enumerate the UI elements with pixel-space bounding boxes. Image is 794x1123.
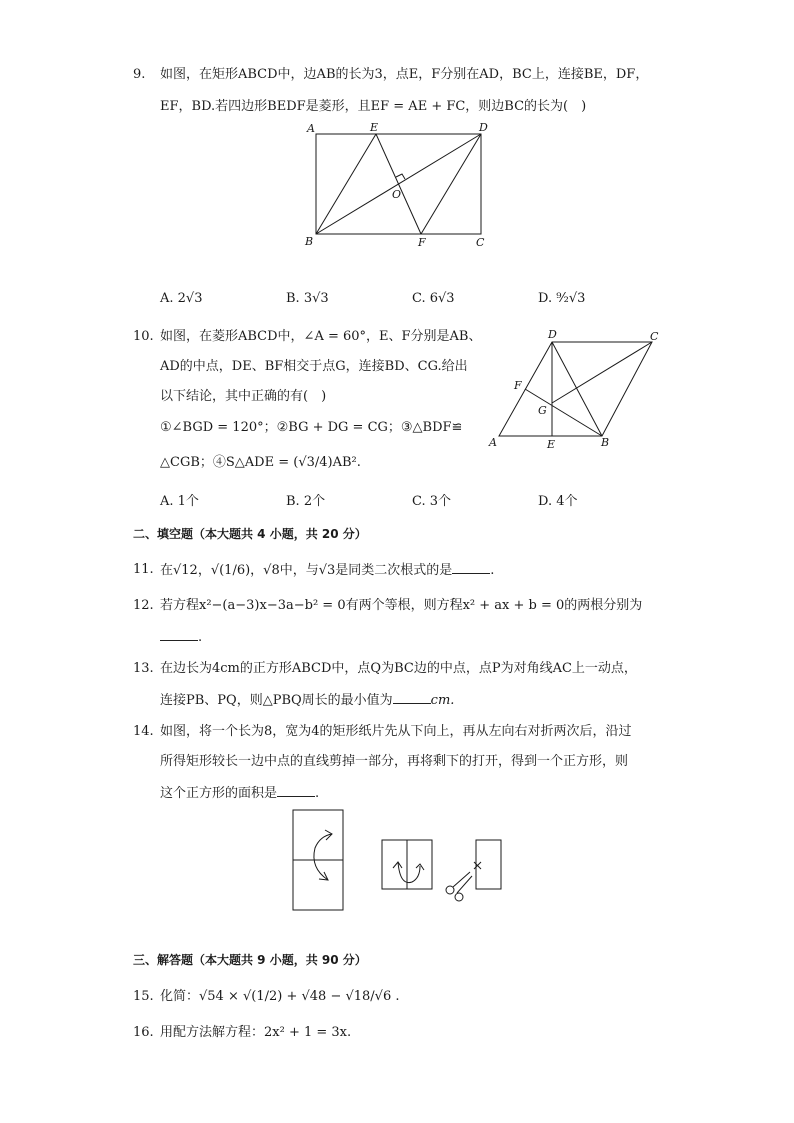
label-f: F <box>514 379 522 392</box>
fold-right-arrowhead <box>393 862 402 868</box>
q10-stem-line5: △CGB；④S△ADE = (√3/4)AB². <box>160 455 361 470</box>
label-b: B <box>601 436 610 449</box>
q9-stem-line1: 如图，在矩形ABCD中，边AB的长为3，点E，F分别在AD，BC上，连接BE，DF， <box>160 67 649 82</box>
q10-stem-line2: AD的中点，DE、BF相交于点G，连接BD、CG.给出 <box>160 359 468 374</box>
q9-stem-line2: EF，BD.若四边形BEDF是菱形，且EF = AE + FC，则边BC的长为( ) <box>160 99 587 114</box>
label-e: E <box>370 121 379 134</box>
q9-option-d[interactable]: D. ⁹⁄₂√3 <box>538 291 586 306</box>
q9-number: 9. <box>133 67 146 82</box>
q15-stem: 化简：√54 × √(1/2) + √48 − √18/√6 . <box>160 989 400 1004</box>
q10-option-a[interactable]: A. 1个 <box>160 494 199 509</box>
q13-answer-blank[interactable] <box>393 691 431 704</box>
q9-option-a[interactable]: A. 2√3 <box>160 291 203 306</box>
scissors-blade-1 <box>453 872 470 887</box>
segment-bd <box>316 134 481 234</box>
right-angle-mark <box>396 174 405 179</box>
q11-stem: 在√12，√(1/6)，√8中，与√3是同类二次根式的是 . <box>160 563 495 578</box>
q14-stem-line3: 这个正方形的面积是 . <box>160 786 320 801</box>
q13-number: 13. <box>133 661 154 676</box>
q16-stem: 用配方法解方程：2x² + 1 = 3x. <box>160 1025 352 1040</box>
q11-number: 11. <box>133 562 154 577</box>
label-d: D <box>548 328 557 341</box>
segment-df <box>421 134 481 234</box>
q10-number: 10. <box>133 329 154 344</box>
fold-right-arrow <box>398 862 420 883</box>
q10-rhombus-figure <box>484 326 664 452</box>
q9-rectangle-figure <box>300 118 500 250</box>
q12-stem-line1: 若方程x²−(a−3)x−3a−b² = 0有两个等根，则方程x² + ax + b = 0的两根分别为 <box>160 598 643 613</box>
label-f: F <box>418 236 426 249</box>
section-fill-in-title: 二、填空题（本大题共 4 小题，共 20 分） <box>133 527 367 541</box>
section-answer-title: 三、解答题（本大题共 9 小题，共 90 分） <box>133 953 367 967</box>
q16-number: 16. <box>133 1025 154 1040</box>
paper-folded-twice <box>476 840 501 889</box>
q9-option-c[interactable]: C. 6√3 <box>412 291 455 306</box>
q13-stem-line1: 在边长为4cm的正方形ABCD中，点Q为BC边的中点，点P为对角线AC上一动点， <box>160 661 637 676</box>
segment-be <box>316 134 376 234</box>
label-d: D <box>479 121 488 134</box>
q12-answer-line: . <box>160 628 202 647</box>
segment-cg <box>552 342 652 403</box>
q15-number: 15. <box>133 989 154 1004</box>
q13-stem-line2: 连接PB、PQ，则△PBQ周长的最小值为 cm. <box>160 693 455 708</box>
scissors-handle-2 <box>455 893 463 901</box>
label-b: B <box>305 235 314 248</box>
q10-stem-line4: ①∠BGD = 120°；②BG + DG = CG；③△BDF≌ <box>160 420 463 435</box>
scissors-handle-1 <box>446 886 454 894</box>
label-a: A <box>307 122 315 135</box>
fold-up-arrow <box>314 834 332 880</box>
label-e: E <box>547 438 556 451</box>
label-o: O <box>392 188 402 201</box>
q10-stem-line3: 以下结论，其中正确的有( ) <box>160 389 327 404</box>
q10-option-d[interactable]: D. 4个 <box>538 494 578 509</box>
segment-bd <box>552 342 602 436</box>
q12-number: 12. <box>133 598 154 613</box>
q14-answer-blank[interactable] <box>277 784 315 797</box>
q10-option-b[interactable]: B. 2个 <box>286 494 326 509</box>
q14-stem-line1: 如图，将一个长为8，宽为4的矩形纸片先从下向上，再从左向右对折两次后，沿过 <box>160 724 632 739</box>
q14-number: 14. <box>133 724 154 739</box>
scissors-blade-2 <box>457 876 472 893</box>
q10-stem-line1: 如图，在菱形ABCD中，∠A = 60°，E、F分别是AB、 <box>160 329 482 344</box>
label-c: C <box>476 236 485 249</box>
label-c: C <box>650 330 659 343</box>
q11-answer-blank[interactable] <box>452 561 490 574</box>
label-a: A <box>489 436 497 449</box>
q12-answer-blank[interactable] <box>160 628 198 641</box>
q10-option-c[interactable]: C. 3个 <box>412 494 452 509</box>
q9-option-b[interactable]: B. 3√3 <box>286 291 329 306</box>
q14-folding-figure <box>288 806 518 916</box>
label-g: G <box>538 404 547 417</box>
q14-stem-line2: 所得矩形较长一边中点的直线剪掉一部分，再将剩下的打开，得到一个正方形，则 <box>160 754 629 769</box>
